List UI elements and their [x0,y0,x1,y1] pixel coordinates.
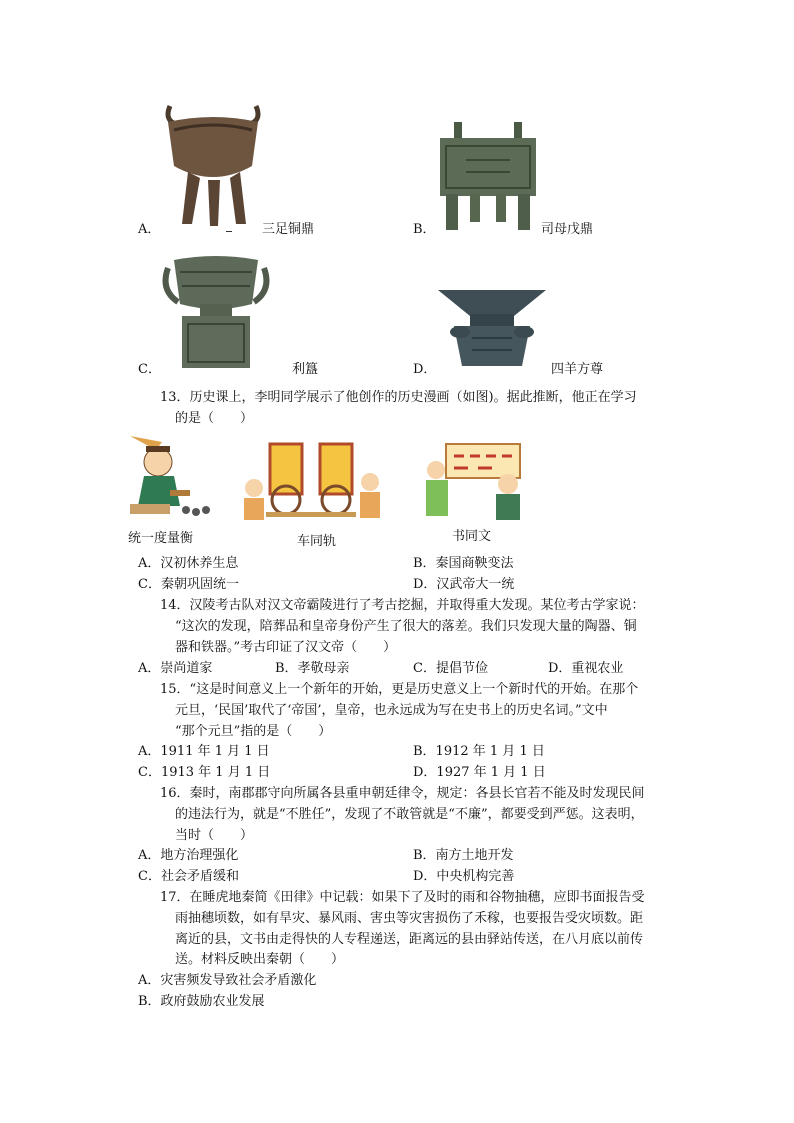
q12-option-d-label: 四羊方尊 [551,362,604,377]
simuwu-ding-image [436,120,540,232]
q13-stem-line1: 13．历史课上，李明同学展示了他创作的历史漫画（如图)。据此推断，他正在学习 [160,390,637,405]
q14-option-a[interactable]: A．崇尚道家 [138,661,213,676]
q14-stem-line3: 器和铁器。”考古印证了汉文帝（ ） [175,640,397,655]
q12-option-b-label: 司母戊鼎 [541,222,594,237]
q13-option-d[interactable]: D．汉武帝大一统 [413,577,515,592]
q13-option-b[interactable]: B．秦国商鞅变法 [413,556,514,571]
q15-stem-line1: 15．“这是时间意义上一个新年的开始，更是历史意义上一个新时代的开始。在那个 [160,682,639,697]
cartoon-same-script-image [418,440,524,524]
q16-option-b[interactable]: B．南方土地开发 [413,848,514,863]
q12-option-b-letter[interactable]: B． [413,222,436,237]
q14-option-c[interactable]: C．提倡节俭 [413,661,488,676]
q12-option-a-label: 三足铜鼎 [262,222,315,237]
q14-stem-line2: “这次的发现，陪葬品和皇帝身份产生了很大的落差。我们只发现大量的陶器、铜 [175,619,637,634]
q17-option-a[interactable]: A．灾害频发导致社会矛盾激化 [138,973,317,988]
q16-option-a[interactable]: A．地方治理强化 [138,848,239,863]
cartoon-standardize-measures-image [126,432,218,524]
q17-option-b[interactable]: B．政府鼓励农业发展 [138,994,265,1009]
q13-stem-line2: 的是（ ） [175,411,254,426]
q14-option-d[interactable]: D．重视农业 [548,661,624,676]
q12-option-d-letter[interactable]: D． [413,362,437,377]
q15-option-c[interactable]: C．1913 年 1 月 1 日 [138,765,271,780]
four-ram-square-zun-image [438,286,546,372]
q17-stem-line2: 雨抽穗顷数，如有旱灾、暴风雨、害虫等灾害损伤了禾稼，也要报告受灾顷数。距 [175,911,644,926]
q16-stem-line3: 当时（ ） [175,828,254,843]
q17-stem-line1: 17．在睡虎地秦简《田律》中记载：如果下了及时的雨和谷物抽穗，应即书面报告受 [160,890,645,905]
q12-option-c-letter[interactable]: C． [138,362,161,377]
li-gui-image [160,252,272,370]
q15-stem-line2: 元旦，‘民国’取代了‘帝国’，皇帝，也永远成为写在史书上的历史名词。”文中 [175,703,608,718]
option-dash [226,231,232,232]
q17-stem-line4: 送。材料反映出秦朝（ ） [175,952,345,967]
q16-option-c[interactable]: C．社会矛盾缓和 [138,869,239,884]
caption-same-axle: 车同轨 [297,534,337,549]
q16-stem-line1: 16．秦时，南郡郡守向所属各县重申朝廷律令，规定：各县长官若不能及时发现民间 [160,786,645,801]
q15-stem-line3: “那个元旦”指的是（ ） [175,724,332,739]
q17-stem-line3: 离近的县，文书由走得快的人专程递送，距离远的县由驿站传送，在八月底以前传 [175,932,644,947]
q14-stem-line1: 14．汉陵考古队对汉文帝霸陵进行了考古挖掘，并取得重大发现。某位考古学家说： [160,598,645,613]
q14-option-b[interactable]: B．孝敬母亲 [275,661,350,676]
caption-standardize-measures: 统一度量衡 [128,531,194,546]
q12-option-c-label: 利簋 [292,362,319,377]
q13-option-c[interactable]: C．秦朝巩固统一 [138,577,239,592]
caption-same-script: 书同文 [452,529,492,544]
q16-stem-line2: 的违法行为，就是“不胜任”，发现了不敢管就是“不廉”，都要受到严惩。这表明， [175,807,644,822]
q16-option-d[interactable]: D．中央机构完善 [413,869,515,884]
q15-option-d[interactable]: D．1927 年 1 月 1 日 [413,765,546,780]
q13-option-a[interactable]: A．汉初休养生息 [138,556,239,571]
q15-option-a[interactable]: A．1911 年 1 月 1 日 [138,744,270,759]
q12-option-a-letter[interactable]: A． [138,222,161,237]
q15-option-b[interactable]: B．1912 年 1 月 1 日 [413,744,545,759]
cartoon-same-axle-width-image [236,440,386,528]
three-legged-bronze-ding-image [160,100,266,228]
